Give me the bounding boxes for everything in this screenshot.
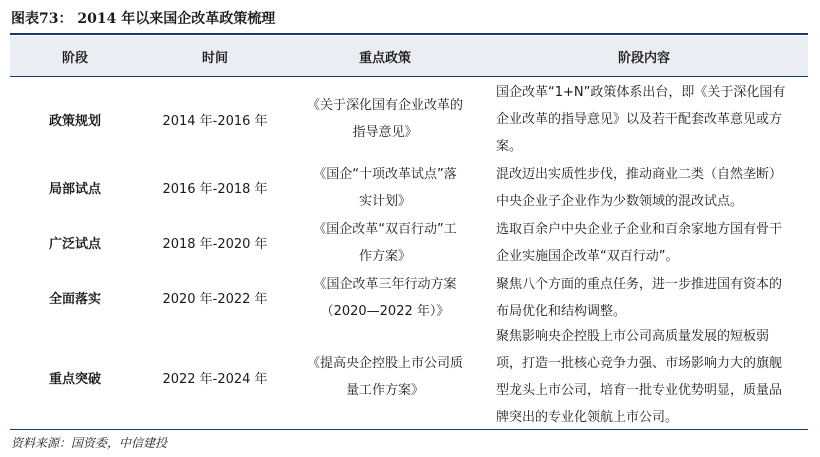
time-cell: 2020 年-2022 年 — [162, 292, 268, 307]
policy-cell — [290, 78, 480, 160]
policy-line: （2020—2022 年）》 — [320, 303, 450, 319]
policy-line: 《提高央企控股上市公司质 — [306, 356, 463, 371]
time-cell: 2022 年-2024 年 — [162, 371, 268, 387]
header-content: 阶段内容 — [617, 50, 670, 66]
table-row — [10, 160, 808, 215]
stage-cell: 政策规划 — [48, 113, 101, 129]
content-text: 聚焦八个方面的重点任务，进一步推进国有资本的布局优化和结构调整。 — [496, 276, 783, 319]
policy-line: 实计划》 — [358, 193, 411, 209]
stage-cell: 广泛试点 — [48, 237, 101, 252]
table-row — [10, 325, 808, 429]
table-header — [10, 36, 808, 76]
time-cell: 2014 年-2016 年 — [162, 113, 268, 129]
header-stage: 阶段 — [61, 50, 88, 66]
header-policy: 重点政策 — [358, 50, 411, 66]
header-time: 时间 — [201, 50, 228, 66]
content-text: 聚焦影响央企控股上市公司高质量发展的短板弱项，打造一批核心竞争力强、市场影响力大的旗舰型龙头上市公司，培育一批专业优势明显，质量品牌突出的专业化领航上市公司。 — [496, 329, 783, 425]
policy-line: 《国企改革三年行动方案 — [313, 276, 457, 292]
content-cell — [496, 160, 796, 215]
content-text: 选取百余户中央企业子企业和百余家地方国有骨干企业实施国企改革“双百行动”。 — [496, 221, 783, 264]
bottom-rule — [10, 429, 808, 430]
time-cell: 2018 年-2020 年 — [162, 237, 268, 252]
stage-cell: 重点突破 — [48, 371, 101, 387]
policy-cell — [290, 270, 480, 325]
table-row — [10, 78, 808, 160]
policy-cell — [290, 215, 480, 270]
content-cell — [496, 215, 796, 270]
policy-line: 作方案》 — [358, 248, 411, 264]
content-text: 国企改革“1+N”政策体系出台，即《关于深化国有企业改革的指导意见》以及若干配套改革意见或方案。 — [496, 84, 786, 154]
content-cell — [496, 78, 796, 160]
policy-line: 《关于深化国有企业改革的 — [306, 98, 463, 113]
policy-line: 《国企改革“双百行动”工 — [313, 221, 457, 237]
table-row — [10, 270, 808, 325]
figure-title: 图表73： 2014 年以来国企改革政策梳理 — [11, 11, 276, 27]
policy-line: 《国企“十项改革试点”落 — [313, 166, 457, 182]
policy-line: 量工作方案》 — [345, 383, 424, 398]
stage-cell: 全面落实 — [48, 292, 101, 307]
stage-cell: 局部试点 — [48, 182, 101, 197]
source-note: 资料来源：国资委，中信建投 — [11, 436, 168, 450]
policy-cell — [290, 325, 480, 429]
policy-cell — [290, 160, 480, 215]
time-cell: 2016 年-2018 年 — [162, 182, 268, 197]
title-rule — [10, 33, 808, 35]
header-rule — [10, 76, 808, 77]
policy-line: 指导意见》 — [352, 125, 418, 140]
content-text: 混改迈出实质性步伐，推动商业二类（自然垄断）中央企业子企业作为少数领域的混改试点。 — [496, 166, 783, 209]
table-row — [10, 215, 808, 270]
content-cell — [496, 270, 796, 325]
content-cell — [496, 325, 796, 429]
